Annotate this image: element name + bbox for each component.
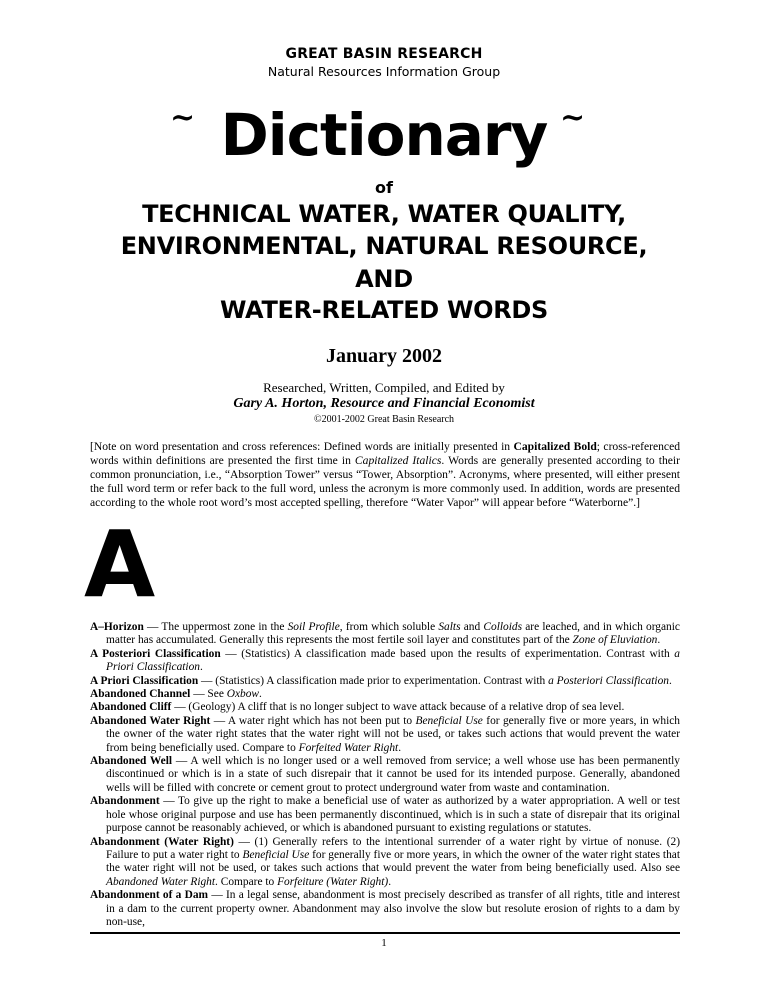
- entry-term: Abandonment: [90, 795, 160, 808]
- entry-definition-text: — See: [190, 688, 227, 701]
- subtitle-line-3: AND: [355, 265, 413, 293]
- cross-reference: Abandoned Water Right: [106, 875, 216, 888]
- author-line: Gary A. Horton, Resource and Financial Economist: [233, 396, 535, 411]
- footer-rule: [90, 932, 680, 934]
- publication-date: January 2002: [325, 345, 443, 367]
- entry-term: Abandonment of a Dam: [90, 889, 209, 902]
- entry-definition-text: .: [398, 741, 402, 754]
- dictionary-entry: [90, 755, 680, 795]
- cross-reference: Zone of Eluviation: [572, 634, 658, 647]
- entry-definition-text: for generally five or more years, in which the owner of the water right states that the water right will not be used, or takes such actions that would prevent the water from being beneficially used. Compare to: [106, 714, 680, 754]
- cross-reference: Salts: [438, 621, 461, 633]
- dictionary-entry: [90, 675, 680, 688]
- entry-definition-text: — The uppermost zone in the: [143, 621, 288, 633]
- cross-reference: Colloids: [483, 621, 523, 633]
- cross-reference: Forfeited Water Right: [298, 741, 399, 754]
- note-bold-example: Capitalized Bold: [513, 440, 597, 453]
- entry-definition-text: .: [657, 634, 661, 647]
- cross-reference: Beneficial Use: [415, 714, 483, 727]
- subtitle-line-2: ENVIRONMENTAL, NATURAL RESOURCE,: [120, 232, 648, 260]
- organization-name: GREAT BASIN RESEARCH: [285, 46, 483, 62]
- entry-definition-text: .: [668, 674, 672, 687]
- section-letter: A: [84, 511, 156, 618]
- entry-term: A Posteriori Classification: [90, 647, 221, 660]
- entry-definition-text: — A well which is no longer used or a well removed from service; a well whose use has been permanently discontinued or which is in a state of such disrepair that it cannot be used for its intended purpose. Generally, abandoned wells will be filled with concrete or cement grout to protect underground water from waste and contamination.: [106, 755, 680, 794]
- entry-term: Abandoned Cliff: [90, 701, 172, 714]
- dictionary-entry: [90, 836, 680, 890]
- dictionary-entry: [90, 889, 680, 929]
- cross-reference: Forfeiture (Water Right): [277, 875, 389, 888]
- entry-definition-text: for generally five or more years, in which the owner of the water right states that the water right will not be used, or takes such actions that would prevent the water from being beneficially used. Also see: [106, 848, 680, 875]
- entry-definition-text: — (Statistics) A classification made based upon the results of experimentation. Contrast with: [220, 647, 675, 660]
- entry-definition-text: are leached, and in which organic matter has accumulated. Generally this represents the most fertile soil layer and constitutes part of the: [106, 621, 680, 647]
- entry-definition-text: , from which soluble: [339, 621, 439, 633]
- copyright-line: ©2001-2002 Great Basin Research: [313, 414, 455, 425]
- entry-definition-text: — A water right which has not been put to: [210, 714, 416, 727]
- dictionary-entry: [90, 715, 680, 755]
- entry-definition-text: .: [388, 875, 392, 888]
- tilde-right: ~: [560, 100, 586, 135]
- subtitle-line-4: WATER-RELATED WORDS: [219, 296, 549, 324]
- page-number: 1: [381, 937, 387, 949]
- entry-definition-text: — (Geology) A cliff that is no longer subject to wave attack because of a relative drop of sea level.: [171, 701, 625, 714]
- entry-definition-text: — In a legal sense, abandonment is most precisely described as transfer of all rights, title and interest in a dam to the current property owner. Abandonment may also involve the slow but resolute erosion of rights to a dam by non-use,: [106, 889, 681, 928]
- entry-definition-text: .: [199, 661, 203, 674]
- page-title: Dictionary: [220, 101, 548, 169]
- cross-reference: Beneficial Use: [242, 848, 310, 861]
- entry-definition-text: — To give up the right to make a beneficial use of water as authorized by a water appropriation. A well or test hole whose original purpose and use has been permanently discontinued, which is in such a state of disrepair that its original purpose cannot be reasonably achieved, or which is abandoned pursuant to existing regulations or statutes.: [106, 795, 680, 835]
- note-italic-example: Capitalized Italics: [354, 454, 442, 467]
- tilde-left: ~: [170, 100, 196, 135]
- title-row: [0, 98, 768, 178]
- cross-reference: Oxbow: [226, 688, 260, 701]
- title-connector: of: [375, 178, 393, 197]
- entry-term: Abandonment (Water Right): [90, 835, 234, 848]
- dictionary-entry: [90, 648, 680, 675]
- note-text-3: . Words are generally presented according to their common pronunciation, i.e., “Absorption Tower” versus “Tower, Absorption”. Acronyms, where presented, will either present the full word term or refer back to the full word, unless the acronym is more commonly used. In addition, words are presented according to the whole root word’s most accepted spelling, therefore “Water Vapor” will appear before “Waterborne”.]: [90, 454, 680, 509]
- credit-line: Researched, Written, Compiled, and Edited by: [263, 380, 505, 395]
- note-paragraph: [90, 440, 680, 510]
- cross-reference: a Posteriori Classification: [548, 674, 669, 687]
- entry-definition-text: — (1) Generally refers to the intentional surrender of a water right by virtue of nonuse. (2) Failure to put a water right to: [106, 835, 680, 861]
- entry-term: Abandoned Water Right: [90, 714, 211, 727]
- entry-term: Abandoned Channel: [90, 688, 191, 701]
- entry-definition-text: and: [460, 621, 484, 633]
- dictionary-entry: [90, 795, 680, 835]
- note-text-1: [Note on word presentation and cross references: Defined words are initially presented in: [90, 440, 514, 453]
- entry-term: Abandoned Well: [90, 755, 173, 768]
- dictionary-entry: [90, 701, 680, 714]
- dictionary-entry: [90, 688, 680, 701]
- subtitle-line-1: TECHNICAL WATER, WATER QUALITY,: [142, 200, 626, 228]
- note-text-2: ; cross-referenced words within definitions are presented the first time in: [90, 440, 681, 467]
- entry-definition-text: . Compare to: [215, 875, 278, 888]
- entry-term: A Priori Classification: [90, 674, 199, 687]
- organization-subtitle: Natural Resources Information Group: [267, 64, 501, 79]
- dictionary-entry: [90, 621, 680, 648]
- entry-term: A–Horizon: [90, 621, 144, 633]
- cross-reference: a Priori Classification: [106, 647, 680, 674]
- dictionary-entries: [90, 621, 680, 929]
- entry-definition-text: .: [259, 688, 262, 701]
- entry-definition-text: — (Statistics) A classification made prior to experimentation. Contrast with: [198, 674, 549, 687]
- cross-reference: Soil Profile: [287, 621, 340, 633]
